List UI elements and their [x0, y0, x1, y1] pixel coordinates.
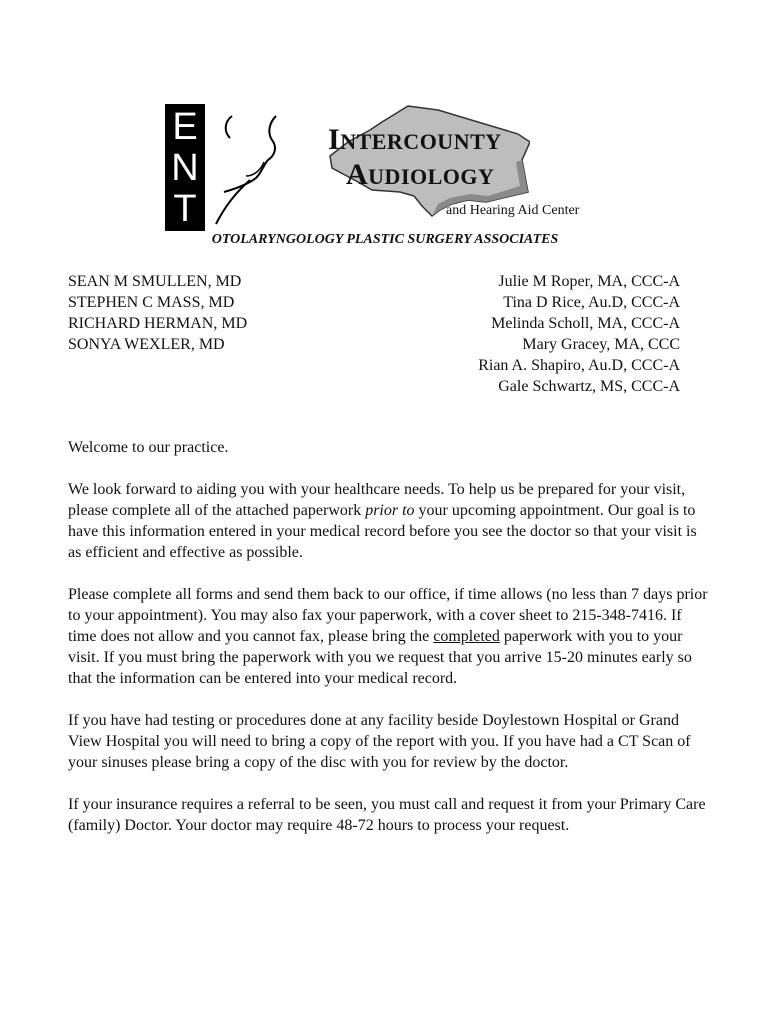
ent-logo-letter-t: T: [173, 188, 197, 230]
physician-name: SONYA WEXLER, MD: [68, 336, 225, 353]
physician-name: STEPHEN C MASS, MD: [68, 294, 235, 311]
letter-paragraph-prepare: We look forward to aiding you with your healthcare needs. To help us be prepared for your visit, please complete all of the attached paperwork prior to your upcoming appointment. Our goal is to have this information entered in your medical record before you see the doctor so that your visit is as efficient and effective as possible.: [68, 481, 697, 561]
ent-logo: [165, 104, 205, 231]
audiology-tagline: and Hearing Aid Center: [446, 203, 580, 218]
letter-paragraph-testing: If you have had testing or procedures done at any facility beside Doylestown Hospital or Grand View Hospital you will need to bring a copy of the report with you. If you have had a CT Scan of your sinuses please bring a copy of the disc with you for review by the doctor.: [68, 712, 691, 771]
audiologist-name: Gale Schwartz, MS, CCC-A: [498, 378, 680, 395]
ent-logo-letter-n: N: [171, 147, 199, 189]
emphasis-prior-to: prior to: [365, 502, 415, 519]
face-profile-logo: [212, 104, 292, 232]
audiologist-name: Rian A. Shapiro, Au.D, CCC-A: [478, 357, 680, 374]
letter-paragraph-forms: Please complete all forms and send them back to our office, if time allows (no less than 7 days prior to your appointment). You may also fax your paperwork, with a cover sheet to 215-348-7416. If time does not allow and you cannot fax, please bring the completed paperwork with you to your visit. If you must bring the paperwork with you we request that you arrive 15-20 minutes early so that the information can be entered into your medical record.: [68, 586, 708, 687]
ent-logo-letter-e: E: [172, 106, 198, 148]
audiology-title-line1: INTERCOUNTY: [328, 123, 502, 156]
audiology-title-line2: AUDIOLOGY: [346, 158, 495, 191]
physician-name: SEAN M SMULLEN, MD: [68, 273, 242, 290]
welcome-letter: [68, 437, 708, 857]
audiologist-list: [478, 271, 680, 397]
practice-name: OTOLARYNGOLOGY PLASTIC SURGERY ASSOCIATES: [211, 232, 559, 247]
emphasis-completed: completed: [433, 628, 500, 645]
letter-paragraph-referral: If your insurance requires a referral to be seen, you must call and request it from your Primary Care (family) Doctor. Your doctor may require 48-72 hours to process your request.: [68, 796, 706, 834]
audiologist-name: Melinda Scholl, MA, CCC-A: [491, 315, 680, 332]
letter-greeting: Welcome to our practice.: [68, 439, 229, 456]
audiologist-name: Tina D Rice, Au.D, CCC-A: [503, 294, 680, 311]
physician-name: RICHARD HERMAN, MD: [68, 315, 248, 332]
physician-list: [68, 271, 247, 355]
audiologist-name: Mary Gracey, MA, CCC: [522, 336, 680, 353]
audiologist-name: Julie M Roper, MA, CCC-A: [498, 273, 680, 290]
